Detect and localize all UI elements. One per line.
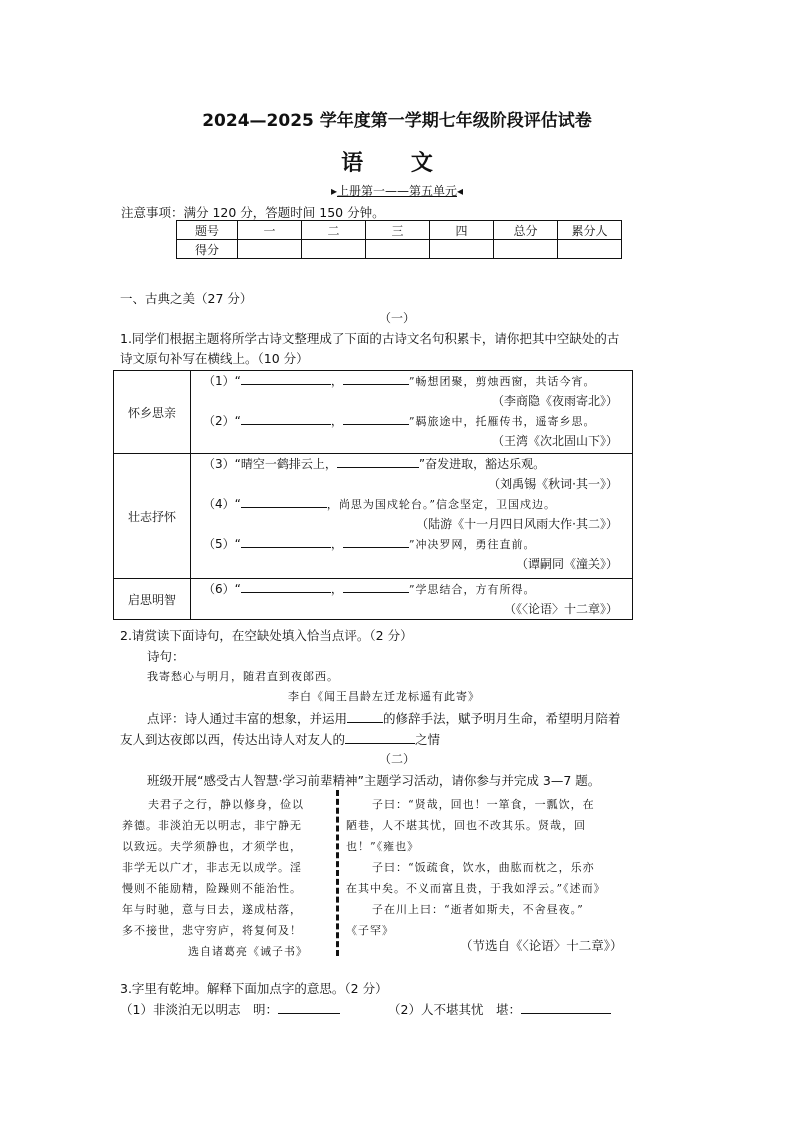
excerpt-line: 也！”《雍也》 xyxy=(346,840,420,853)
score-cell[interactable] xyxy=(366,240,430,259)
excerpt-line: 在其中矣。不义而富且贵，于我如浮云。”《述而》 xyxy=(346,882,606,895)
answer-blank[interactable] xyxy=(241,535,331,548)
theme-lines xyxy=(191,454,633,579)
excerpt-source: 选自诸葛亮《诫子书》 xyxy=(188,945,308,958)
q2-stem: 2.请赏读下面诗句，在空缺处填入恰当点评。（2 分） xyxy=(120,628,413,643)
comment-text: 点评：诗人通过丰富的想象，并运用 xyxy=(147,711,348,726)
q3-item-text: （2）人不堪其忧 堪： xyxy=(388,1002,521,1017)
line-tail: ”畅想团聚，剪烛西窗，共话今宵。 xyxy=(408,375,596,388)
excerpt-right-source: （节选自《〈论语〉十二章》） xyxy=(460,938,623,953)
poem-table xyxy=(113,370,633,620)
theme-lines xyxy=(191,579,633,620)
score-header-cell: 累分人 xyxy=(558,221,622,240)
unit-scope xyxy=(0,182,794,199)
answer-blank[interactable] xyxy=(347,710,383,723)
excerpt-line: 以致远。夫学须静也，才须学也， xyxy=(122,840,302,853)
answer-blank[interactable] xyxy=(337,455,419,468)
theme-cell: 壮志抒怀 xyxy=(114,454,191,579)
excerpt-line: 非学无以广才，非志无以成学。淫 xyxy=(122,861,302,874)
excerpt-line: 年与时驰，意与日去，遂成枯落， xyxy=(122,903,302,916)
separator: ， xyxy=(330,582,343,596)
poem-source: （《〈论语〉十二章》） xyxy=(503,602,618,616)
theme-cell: 怀乡思亲 xyxy=(114,371,191,454)
excerpt-line: 慢则不能励精，险躁则不能治性。 xyxy=(122,882,302,895)
item-number: （1）“ xyxy=(203,374,241,388)
q2-verse: 我寄愁心与明月，随君直到夜郎西。 xyxy=(147,670,339,683)
line-tail: ”学思结合，方有所得。 xyxy=(408,583,536,596)
left-marker-icon: ▸ xyxy=(330,184,337,198)
score-header-cell: 四 xyxy=(430,221,494,240)
item-number: （4）“ xyxy=(203,497,241,511)
q2-comment-line1 xyxy=(147,709,621,727)
line-head: （3）“晴空一鹤排云上， xyxy=(203,457,337,471)
subject-title: 语 文 xyxy=(341,151,453,176)
excerpt-line: 子在川上曰：“逝者如斯夫，不舍昼夜。” xyxy=(372,903,584,916)
poem-source: （谭嗣同《潼关》） xyxy=(515,557,618,571)
poem-line-6 xyxy=(191,579,632,599)
theme-cell: 启思明智 xyxy=(114,579,191,620)
score-header-cell: 总分 xyxy=(494,221,558,240)
item-number: （6）“ xyxy=(203,582,241,596)
comment-text: 的修辞手法，赋予明月生命，希望明月陪着 xyxy=(383,711,621,726)
q3-item2 xyxy=(388,1000,611,1018)
part1-heading: （一） xyxy=(378,311,415,325)
q2-label: 诗句： xyxy=(147,649,185,664)
line-tail: ”奋发进取，豁达乐观。 xyxy=(418,457,546,471)
excerpt-line: 夫君子之行，静以修身，俭以 xyxy=(148,798,304,811)
excerpt-line: 陋巷，人不堪其忧，回也不改其乐。贤哉，回 xyxy=(346,819,586,832)
score-cell[interactable] xyxy=(302,240,366,259)
answer-blank[interactable] xyxy=(345,731,415,744)
q3-item-text: （1）非淡泊无以明志 明： xyxy=(120,1002,278,1017)
score-cell[interactable] xyxy=(558,240,622,259)
score-header-cell: 二 xyxy=(302,221,366,240)
section1-heading: 一、古典之美（27 分） xyxy=(120,291,253,306)
q3-item1 xyxy=(120,1000,340,1018)
exam-title: 2024—2025 学年度第一学期七年级阶段评估试卷 xyxy=(202,111,592,131)
notice: 注意事项：满分 120 分，答题时间 150 分钟。 xyxy=(121,205,385,220)
separator: ， xyxy=(330,374,343,388)
excerpt-left xyxy=(122,794,308,962)
score-table xyxy=(176,220,622,259)
answer-blank[interactable] xyxy=(241,580,331,593)
q2-comment-line2 xyxy=(120,730,440,748)
poem-source: （李商隐《夜雨寄北》） xyxy=(491,394,618,408)
answer-blank[interactable] xyxy=(343,535,409,548)
excerpt-line: 养德。非淡泊无以明志，非宁静无 xyxy=(122,819,302,832)
poem-line-5 xyxy=(191,534,632,554)
scope-text: 上册第一——第五单元 xyxy=(336,184,457,198)
answer-blank[interactable] xyxy=(521,1001,611,1014)
poem-source: （刘禹锡《秋词·其一》） xyxy=(488,477,618,491)
excerpt-line: 子曰：“贤哉，回也！一箪食，一瓢饮，在 xyxy=(372,798,595,811)
excerpt-line: 《子罕》 xyxy=(346,924,394,937)
answer-blank[interactable] xyxy=(241,495,327,508)
answer-blank[interactable] xyxy=(343,580,409,593)
q2-verse-source: 李白《闻王昌龄左迁龙标遥有此寄》 xyxy=(288,690,480,703)
separator: ， xyxy=(330,414,343,428)
comment-text: 之情 xyxy=(415,732,441,747)
score-header-cell: 三 xyxy=(366,221,430,240)
score-row-label: 得分 xyxy=(177,240,238,259)
poem-line-4 xyxy=(191,494,632,514)
score-cell[interactable] xyxy=(494,240,558,259)
line-tail: ”冲决罗网，勇往直前。 xyxy=(408,538,536,551)
part2-heading: （二） xyxy=(378,752,415,766)
excerpt-line: 多不接世，悲守穷庐，将复何及！ xyxy=(122,924,302,937)
q1-stem-line2: 诗文原句补写在横线上。（10 分） xyxy=(120,351,309,366)
answer-blank[interactable] xyxy=(343,412,409,425)
item-number: （5）“ xyxy=(203,537,241,551)
poem-source: （王湾《次北固山下》） xyxy=(491,434,618,448)
score-header-cell: 题号 xyxy=(177,221,238,240)
answer-blank[interactable] xyxy=(278,1001,340,1014)
score-header-cell: 一 xyxy=(238,221,302,240)
answer-blank[interactable] xyxy=(241,372,331,385)
right-marker-icon: ◂ xyxy=(457,184,464,198)
poem-source: （陆游《十一月四日风雨大作·其二》） xyxy=(416,517,618,531)
line-tail: ，尚思为国戍轮台。”信念坚定，卫国戍边。 xyxy=(326,498,556,511)
separator: ， xyxy=(330,537,343,551)
score-cell[interactable] xyxy=(238,240,302,259)
score-cell[interactable] xyxy=(430,240,494,259)
poem-line-1 xyxy=(191,371,632,391)
answer-blank[interactable] xyxy=(241,412,331,425)
poem-line-3 xyxy=(191,454,632,474)
excerpt-right xyxy=(346,794,606,941)
line-tail: ”羁旅途中，托雁传书，遥寄乡思。 xyxy=(408,415,596,428)
item-number: （2）“ xyxy=(203,414,241,428)
q3-stem: 3.字里有乾坤。解释下面加点字的意思。（2 分） xyxy=(120,981,388,996)
theme-lines xyxy=(191,371,633,454)
excerpt-line: 子曰：“饭疏食，饮水，曲肱而枕之，乐亦 xyxy=(372,861,595,874)
excerpt-divider xyxy=(336,790,339,956)
part2-intro: 班级开展“感受古人智慧·学习前辈精神”主题学习活动，请你参与并完成 3—7 题。 xyxy=(147,773,601,788)
answer-blank[interactable] xyxy=(343,372,409,385)
q1-stem-line1: 1.同学们根据主题将所学古诗文整理成了下面的古诗文名句积累卡，请你把其中空缺处的古 xyxy=(120,331,620,346)
comment-text: 友人到达夜郎以西，传达出诗人对友人的 xyxy=(120,732,346,747)
poem-line-2 xyxy=(191,411,632,431)
